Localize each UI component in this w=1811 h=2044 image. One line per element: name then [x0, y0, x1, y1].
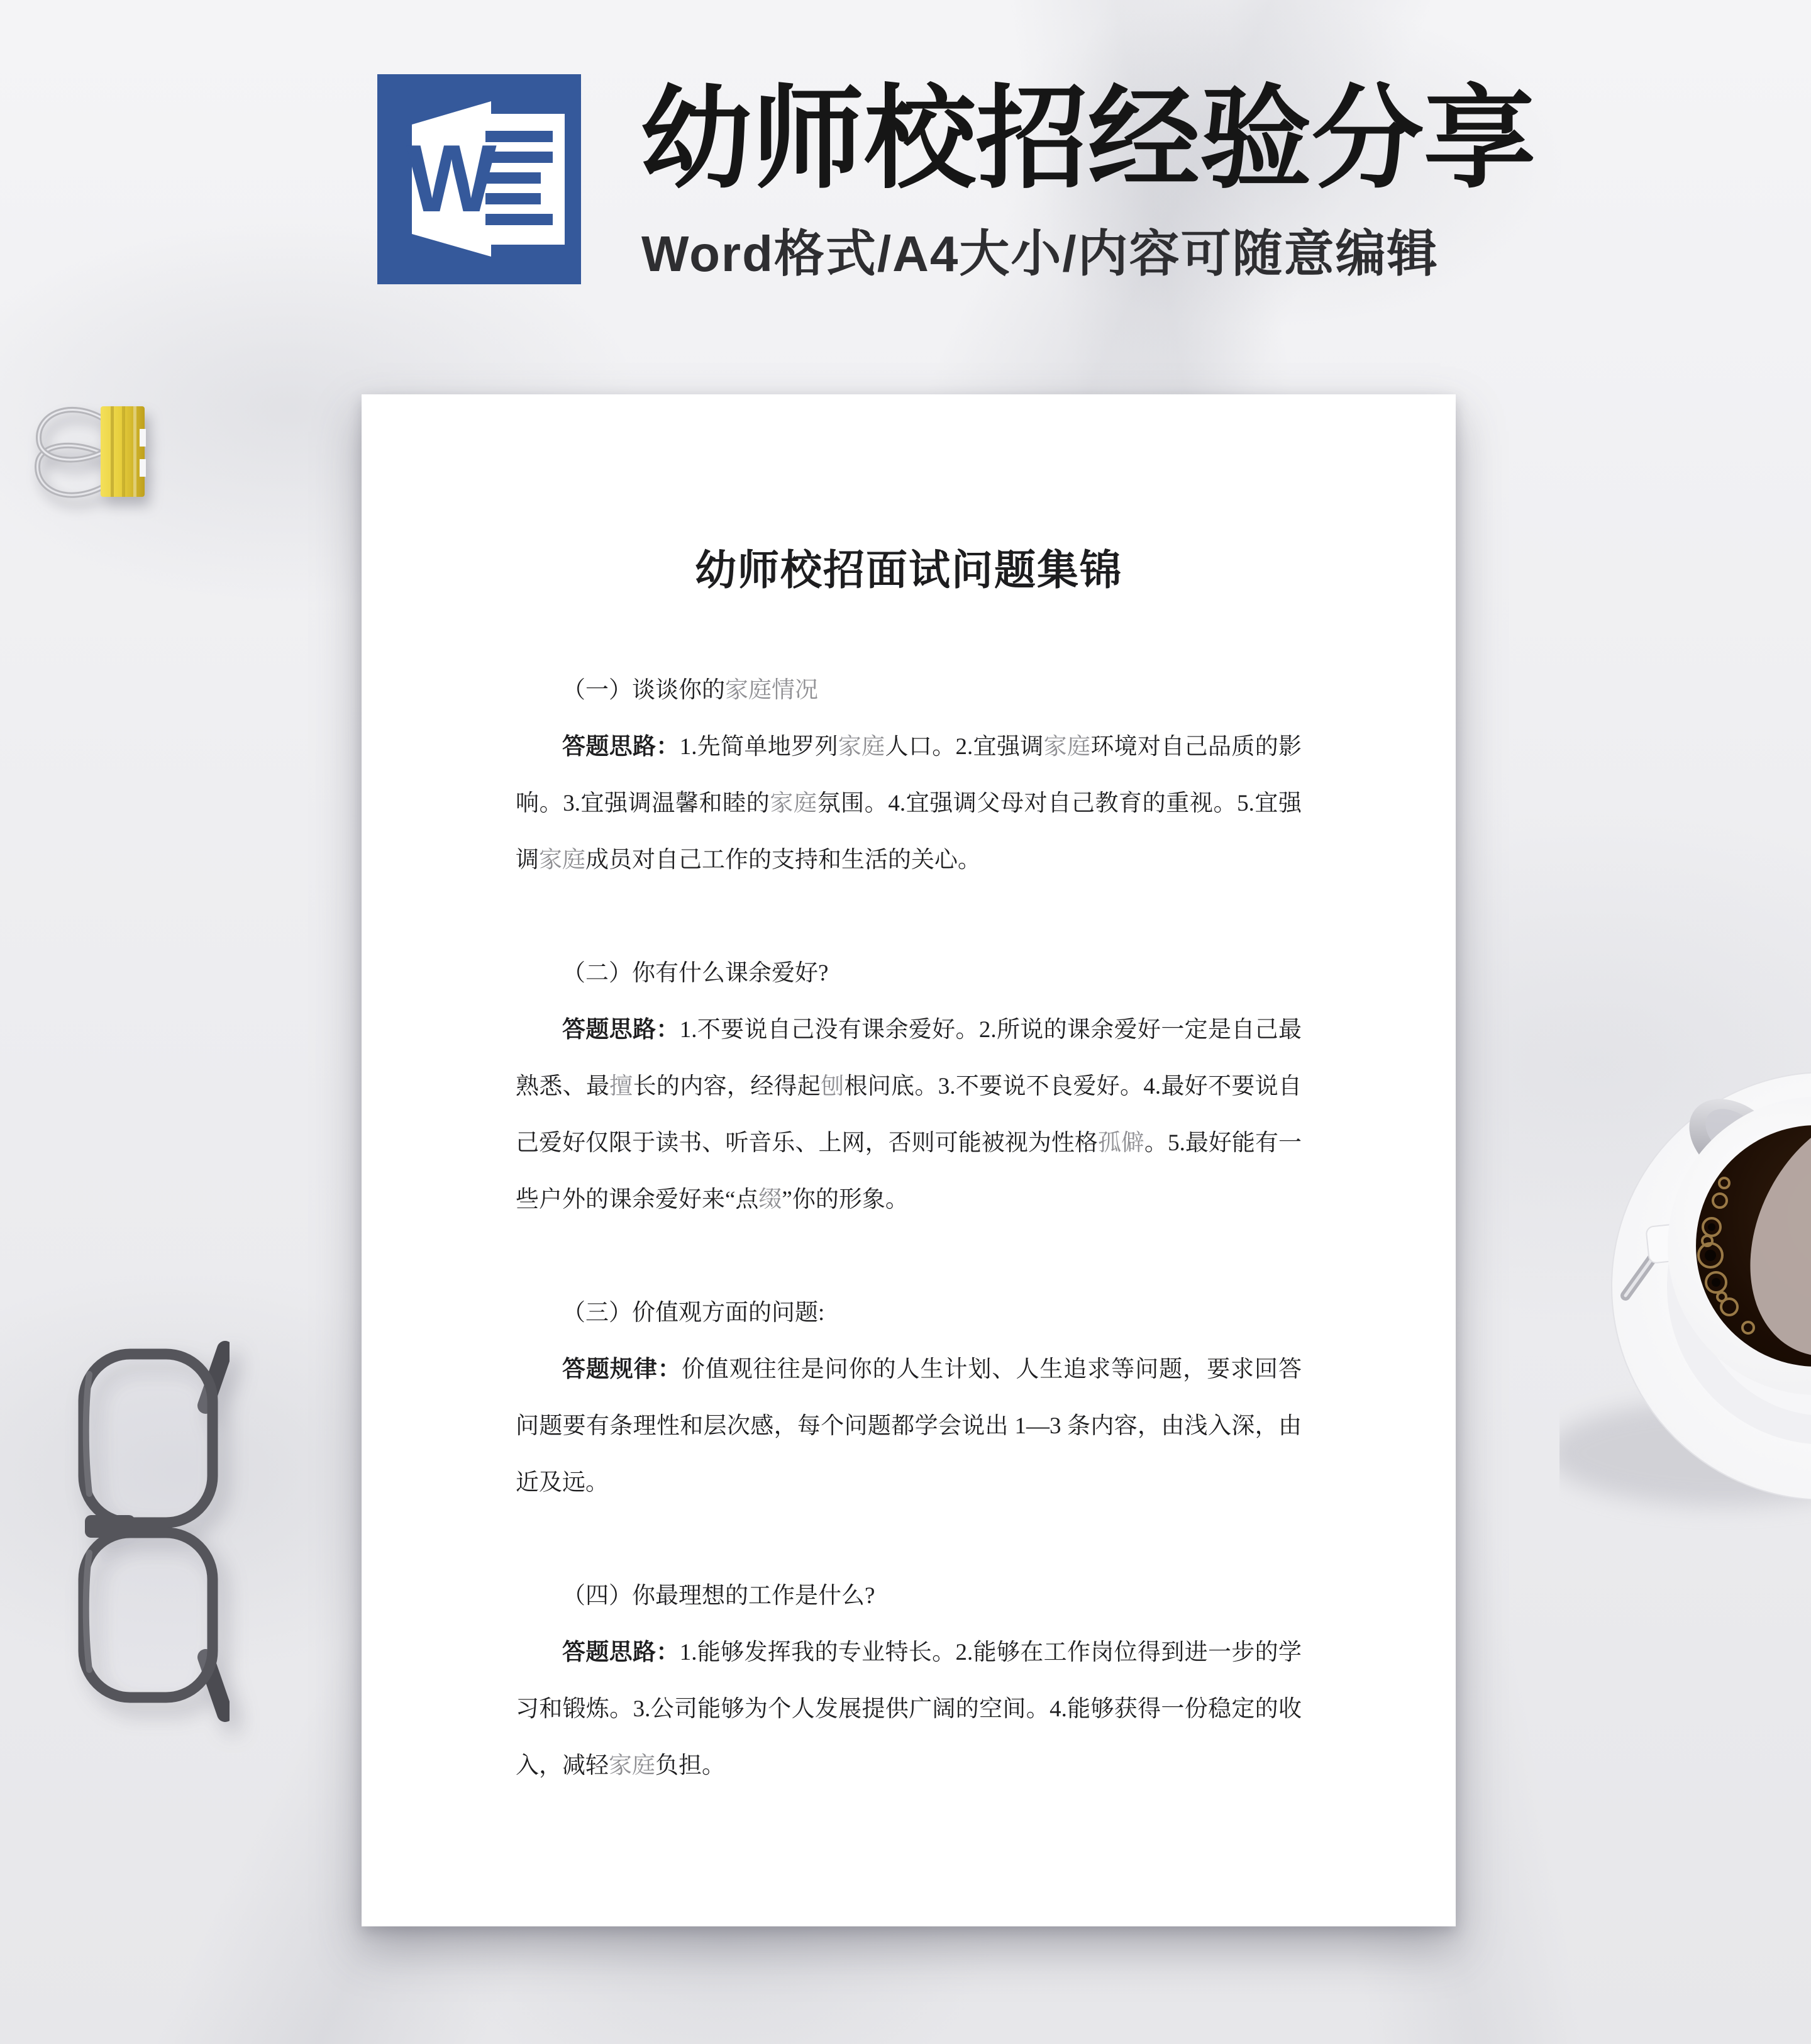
text-segment: 长的内容，经得起 — [633, 1074, 821, 1099]
text-segment: （二）你有什么课余爱好? — [562, 960, 829, 986]
paragraph-lead: 答题思路： — [562, 734, 680, 760]
text-segment: 家庭 — [539, 847, 585, 873]
section-heading — [516, 1285, 1302, 1341]
text-segment: 成员对自己工作的支持和生活的关心。 — [585, 847, 981, 873]
coffee-cup-icon — [1559, 1025, 1811, 1541]
word-logo-letter: W — [406, 125, 497, 232]
text-segment: 缀 — [758, 1187, 782, 1213]
text-segment: 家庭情况 — [725, 677, 818, 703]
text-segment: 孤僻 — [1097, 1130, 1145, 1156]
binder-clip-icon — [25, 390, 163, 516]
text-segment: 价值观往往是问你的人生计划、人生追求等问题，要求回答问题要有条理性和层次感，每个问题都学会说出 1—3 条内容，由浅入深，由近及远。 — [516, 1357, 1302, 1496]
text-segment: 家庭 — [1043, 734, 1091, 760]
text-segment: 负担。 — [655, 1753, 725, 1779]
glasses-icon — [60, 1330, 230, 1733]
text-segment: 家庭 — [838, 734, 885, 760]
section-heading — [516, 945, 1302, 1002]
section-heading — [516, 662, 1302, 719]
text-segment: （三）价值观方面的问题: — [562, 1300, 825, 1326]
doc-section — [516, 945, 1302, 1228]
paragraph-lead: 答题思路： — [562, 1640, 680, 1665]
text-segment: （一）谈谈你的 — [562, 677, 725, 703]
doc-section — [516, 1568, 1302, 1794]
doc-title: 幼师校招面试问题集锦 — [695, 548, 1122, 594]
text-segment: 根问底。3.不要说不良爱好。4.最好不要说自己爱好仅限于读书、听音乐、上网，否则可能被视为性格 — [516, 1074, 1302, 1156]
text-segment: 氛围。4.宜强调父母对自己教育的重视。5.宜强调 — [516, 791, 1302, 873]
header-title: 幼师校招经验分享 — [640, 76, 1536, 201]
doc-section — [516, 662, 1302, 889]
text-segment: （四）你最理想的工作是什么? — [562, 1583, 875, 1609]
doc-section — [516, 1285, 1302, 1511]
section-paragraph — [516, 1625, 1302, 1794]
paragraph-lead: 答题思路： — [562, 1017, 680, 1043]
section-paragraph — [516, 1002, 1302, 1228]
word-logo-icon — [377, 74, 581, 284]
document-page — [362, 394, 1456, 1926]
text-segment: 刨 — [821, 1074, 845, 1099]
doc-sections — [516, 662, 1302, 1794]
text-segment: 家庭 — [770, 791, 817, 816]
text-segment: 。5.最好能有一些户外的课余爱好来“点 — [516, 1130, 1302, 1213]
section-paragraph — [516, 719, 1302, 889]
text-segment: 家庭 — [609, 1753, 655, 1779]
text-segment: 1.先简单地罗列 — [679, 734, 838, 760]
text-segment: 擅 — [609, 1074, 633, 1099]
section-heading — [516, 1568, 1302, 1625]
text-segment: 1.不要说自己没有课余爱好。2.所说的课余爱好一定是自己最熟悉、最 — [516, 1017, 1302, 1099]
text-segment: 1.能够发挥我的专业特长。2.能够在工作岗位得到进一步的学习和锻炼。3.公司能够为个人发展提供广阔的空间。4.能够获得一份稳定的收入，减轻 — [516, 1640, 1302, 1779]
text-segment: ”你的形象。 — [782, 1187, 909, 1213]
header-subtitle: Word格式/A4大小/内容可随意编辑 — [641, 226, 1439, 282]
text-segment: 人口。2.宜强调 — [885, 734, 1044, 760]
section-paragraph — [516, 1341, 1302, 1511]
text-segment: 环境对自己品质的影响。3.宜强调温馨和睦的 — [516, 734, 1302, 816]
paragraph-lead: 答题规律： — [562, 1357, 682, 1382]
